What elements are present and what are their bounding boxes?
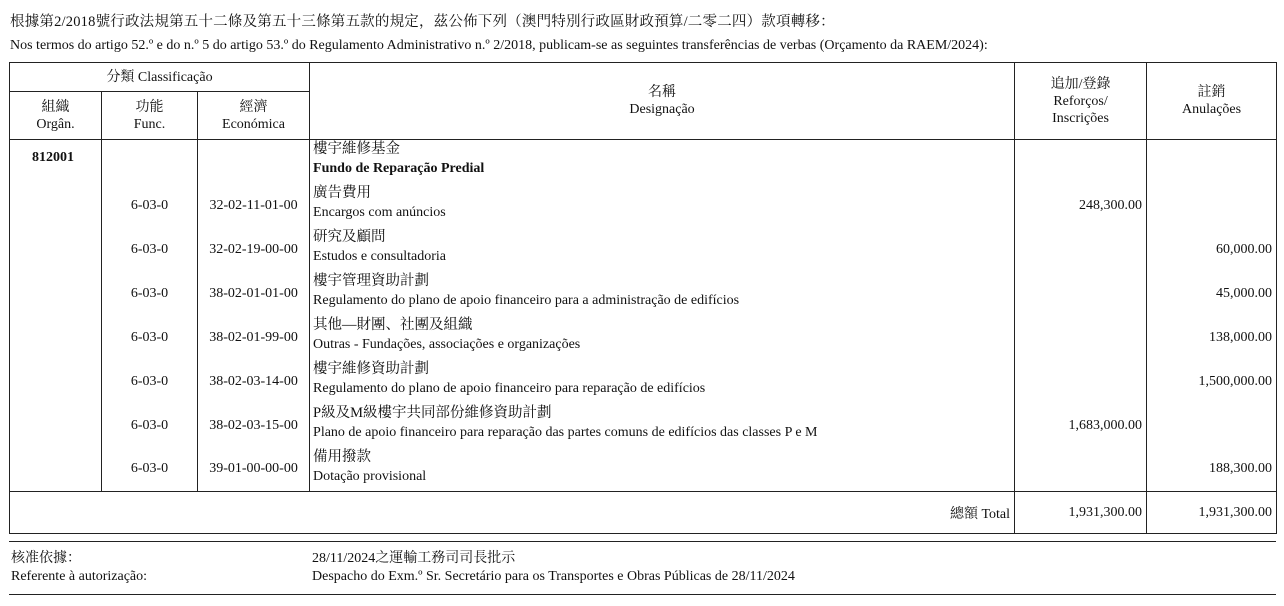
designation	[310, 448, 1015, 492]
designation	[310, 316, 1015, 360]
reinforcement-amount	[1015, 448, 1147, 492]
econ-code: 38-02-03-14-00	[198, 360, 310, 404]
econ-code: 38-02-01-99-00	[198, 316, 310, 360]
organic-code: 812001	[10, 140, 102, 184]
designation-pt: Estudos e consultadoria	[313, 248, 447, 264]
reinforcement-header-zh: 追加/登錄	[1050, 76, 1111, 92]
designation-header-pt: Designação	[629, 102, 695, 117]
reinforcement-amount: 248,300.00	[1015, 184, 1147, 228]
annulment-amount	[1147, 404, 1277, 448]
func-code: 6-03-0	[102, 316, 198, 360]
designation-zh: 其他—財團、社團及組織	[313, 316, 473, 333]
total-row	[10, 492, 1277, 534]
designation	[310, 228, 1015, 272]
designation-header	[310, 63, 1015, 140]
designation-pt: Regulamento do plano de apoio financeiro para reparação de edifícios	[313, 380, 706, 396]
functional-header-zh: 功能	[135, 99, 164, 115]
total-annulment: 1,931,300.00	[1147, 492, 1277, 534]
reinforcement-header-pt1: Reforços/	[1053, 93, 1108, 109]
table-row	[10, 272, 1277, 316]
designation	[310, 272, 1015, 316]
func-code: 6-03-0	[102, 360, 198, 404]
economic-header	[198, 92, 310, 140]
func-code: 6-03-0	[102, 404, 198, 448]
designation	[310, 184, 1015, 228]
intro-portuguese: Nos termos do artigo 52.º e do n.º 5 do artigo 53.º do Regulamento Administrativo n.º 2/2018, publicam-se as seguintes transferências de verbas (Orçamento da RAEM/2024):	[10, 38, 988, 53]
table-row	[10, 448, 1277, 492]
basis-label-pt: Referente à autorização:	[11, 569, 148, 584]
total-label: 總額 Total	[10, 492, 1015, 534]
functional-header-pt: Func.	[133, 116, 166, 132]
designation-zh: P級及M級樓宇共同部份維修資助計劃	[313, 404, 552, 421]
designation	[310, 404, 1015, 448]
reinforcement-amount	[1015, 316, 1147, 360]
reinforcement-header-pt2: Inscrições	[1052, 110, 1109, 126]
designation-header-zh: 名稱	[648, 85, 677, 100]
annulment-header-pt: Anulações	[1181, 102, 1242, 117]
intro-chinese: 根據第2/2018號行政法規第五十二條及第五十三條第五款的規定，茲公佈下列（澳門特別行政區財政預算/二零二四）款項轉移：	[10, 14, 835, 30]
designation-zh: 廣告費用	[313, 184, 372, 201]
organic-name	[310, 140, 1015, 184]
designation-pt: Outras - Fundações, associações e organizações	[313, 336, 581, 352]
designation-pt: Regulamento do plano de apoio financeiro para a administração de edifícios	[313, 292, 740, 308]
dispatch-pt: Despacho do Exm.º Sr. Secretário para os Transportes e Obras Públicas de 28/11/2024	[312, 569, 795, 584]
table-row	[10, 316, 1277, 360]
econ-code: 39-01-00-00-00	[198, 448, 310, 492]
economic-header-pt: Económica	[222, 116, 285, 132]
basis-label-zh: 核准依據：	[11, 551, 81, 566]
annulment-amount: 45,000.00	[1147, 272, 1277, 316]
reinforcement-header	[1015, 63, 1147, 140]
transfer-table	[9, 62, 1277, 534]
reinforcement-amount	[1015, 272, 1147, 316]
economic-header-zh: 經濟	[239, 99, 268, 115]
designation-zh: 樓宇維修資助計劃	[313, 360, 430, 377]
annulment-amount: 1,500,000.00	[1147, 360, 1277, 404]
organic-header-pt: Orgân.	[36, 116, 75, 132]
reinforcement-amount	[1015, 360, 1147, 404]
designation	[310, 360, 1015, 404]
organic-name-zh: 樓宇維修基金	[313, 141, 401, 157]
designation-zh: 研究及顧問	[313, 228, 386, 245]
annulment-amount: 188,300.00	[1147, 448, 1277, 492]
organic-header	[10, 92, 102, 140]
reinforcement-amount	[1015, 228, 1147, 272]
func-code: 6-03-0	[102, 184, 198, 228]
econ-code: 38-02-01-01-00	[198, 272, 310, 316]
annulment-amount: 60,000.00	[1147, 228, 1277, 272]
functional-header	[102, 92, 198, 140]
reinforcement-amount: 1,683,000.00	[1015, 404, 1147, 448]
designation-pt: Encargos com anúncios	[313, 204, 446, 220]
authorization-footer	[9, 541, 1276, 595]
econ-code: 32-02-11-01-00	[198, 184, 310, 228]
func-code: 6-03-0	[102, 228, 198, 272]
func-code: 6-03-0	[102, 272, 198, 316]
designation-zh: 樓宇管理資助計劃	[313, 272, 430, 289]
designation-pt: Dotação provisional	[313, 468, 427, 484]
table-row	[10, 404, 1277, 448]
dispatch-zh: 28/11/2024之運輸工務司司長批示	[312, 551, 516, 566]
annulment-amount	[1147, 184, 1277, 228]
table-row	[10, 184, 1277, 228]
func-code: 6-03-0	[102, 448, 198, 492]
table-row	[10, 360, 1277, 404]
table-row	[10, 228, 1277, 272]
annulment-amount: 138,000.00	[1147, 316, 1277, 360]
designation-zh: 備用撥款	[313, 448, 372, 465]
annulment-header-zh: 註銷	[1197, 85, 1226, 100]
organic-header-zh: 組織	[41, 99, 70, 115]
econ-code: 38-02-03-15-00	[198, 404, 310, 448]
econ-code: 32-02-19-00-00	[198, 228, 310, 272]
organic-row	[10, 140, 1277, 184]
organic-name-pt: Fundo de Reparação Predial	[313, 161, 485, 176]
classification-header: 分類 Classificação	[10, 63, 310, 92]
total-reinforcement: 1,931,300.00	[1015, 492, 1147, 534]
annulment-header	[1147, 63, 1277, 140]
designation-pt: Plano de apoio financeiro para reparação das partes comuns de edifícios das classes P e M	[313, 424, 818, 440]
